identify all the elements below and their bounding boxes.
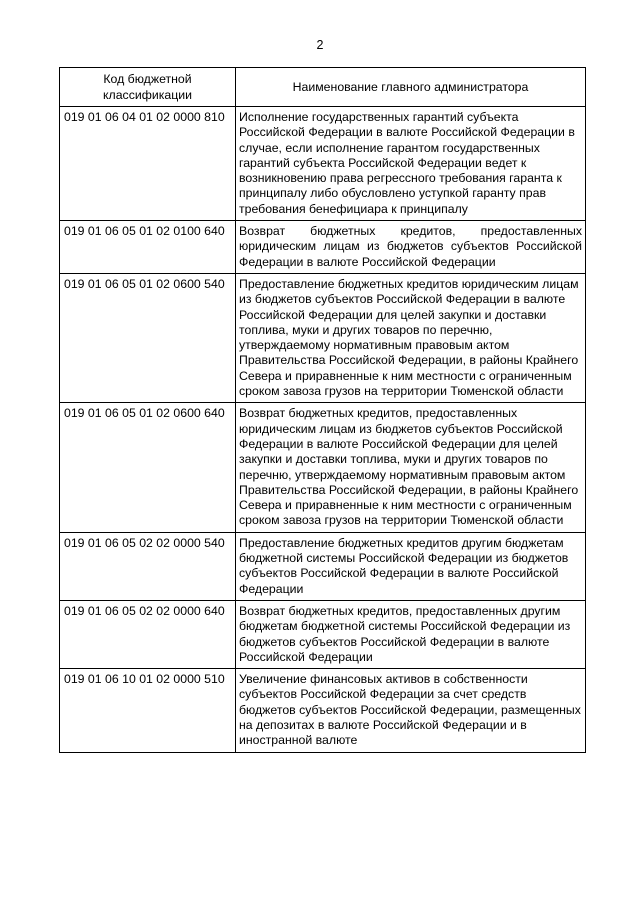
page-number: 2 [316,38,324,52]
table-row [60,600,586,668]
header-name: Наименование главного администратора [236,68,586,107]
table-row [60,107,586,221]
row-name: Увеличение финансовых активов в собственности субъектов Российской Федерации за счет средств бюджетов субъектов Российской Федерации, размещенных на депозитах в валюте Российской Федерации и в иностранной валюте [236,669,586,752]
row-code: 019 01 06 10 01 02 0000 510 [60,669,236,752]
table-row [60,273,586,402]
row-code: 019 01 06 05 01 02 0600 640 [60,403,236,532]
row-name: Возврат бюджетных кредитов, предоставленных юридическим лицам из бюджетов субъектов Российской Федерации в валюте Российской Федерации для целей закупки и доставки топлива, муки и других товаров по перечню, утверждаемому нормативным правовым актом Правительства Российской Федерации, в районы Крайнего Севера и приравненные к ним местности с ограниченным сроком завоза грузов на территории Тюменской области [236,403,586,532]
row-name: Предоставление бюджетных кредитов юридическим лицам из бюджетов субъектов Российской Федерации в валюте Российской Федерации для целей закупки и доставки топлива, муки и других товаров по перечню, утверждаемому нормативным правовым актом Правительства Российской Федерации, в районы Крайнего Севера и приравненные к ним местности с ограниченным сроком завоза грузов на территории Тюменской области [236,273,586,402]
row-name: Возврат бюджетных кредитов, предоставленных юридическим лицам из бюджетов субъектов Российской Федерации в валюте Российской Федерации [236,221,586,274]
row-name: Предоставление бюджетных кредитов другим бюджетам бюджетной системы Российской Федерации из бюджетов субъектов Российской Федерации в валюте Российской Федерации [236,532,586,600]
row-code: 019 01 06 05 01 02 0600 540 [60,273,236,402]
row-code: 019 01 06 05 02 02 0000 540 [60,532,236,600]
header-code: Код бюджетной классификации [60,68,236,107]
row-code: 019 01 06 05 01 02 0100 640 [60,221,236,274]
table-header-row [60,68,586,107]
table-row [60,403,586,532]
table-row [60,532,586,600]
row-code: 019 01 06 04 01 02 0000 810 [60,107,236,221]
row-name: Возврат бюджетных кредитов, предоставленных другим бюджетам бюджетной системы Российской Федерации из бюджетов субъектов Российской Федерации в валюте Российской Федерации [236,600,586,668]
table-row [60,221,586,274]
row-code: 019 01 06 05 02 02 0000 640 [60,600,236,668]
table-row [60,669,586,752]
budget-classification-table [59,67,586,753]
row-name: Исполнение государственных гарантий субъекта Российской Федерации в валюте Российской Федерации в случае, если исполнение гарантом государственных гарантий субъекта Российской Федерации ведет к возникновению права регрессного требования гаранта к принципалу либо обусловлено уступкой гаранту прав требования бенефициара к принципалу [236,107,586,221]
